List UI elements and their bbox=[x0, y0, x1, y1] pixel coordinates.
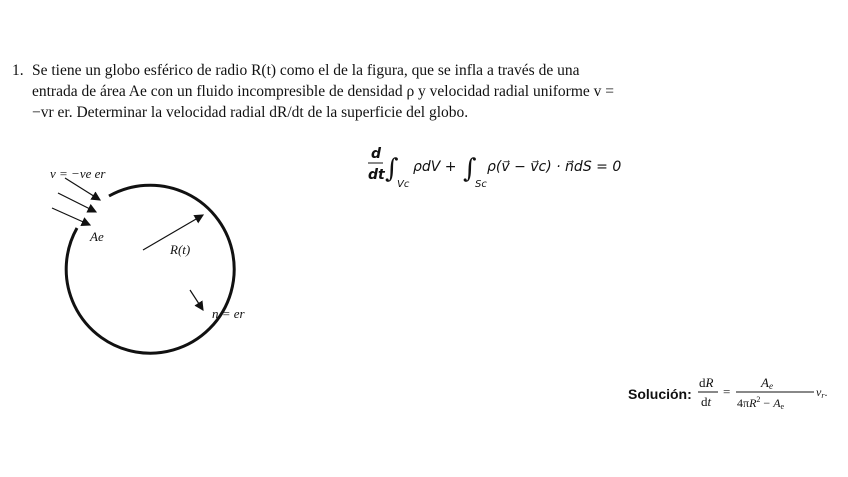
solution-formula-text bbox=[628, 374, 629, 375]
svg-text:Ae: Ae bbox=[761, 375, 773, 391]
problem-text: Se tiene un globo esférico de radio R(t) como el de la figura, que se infla a través de una entrada de área Ae con un fluido incompresible de densidad ρ y velocidad radial uniforme v = −vr er. Determinar la velocidad radial dR/dt de la superficie del globo. bbox=[32, 62, 615, 121]
area-label: Ae bbox=[90, 229, 104, 244]
problem-statement bbox=[12, 60, 622, 123]
normal-label: n = er bbox=[212, 306, 245, 321]
equation-graphic bbox=[365, 143, 665, 193]
svg-text:=: = bbox=[723, 384, 731, 399]
solution-formula bbox=[696, 374, 842, 414]
conservation-equation bbox=[365, 143, 665, 193]
svg-text:d: d bbox=[371, 146, 382, 162]
balloon-surface bbox=[66, 185, 234, 353]
svg-text:4πR2 − Ae: $4\pi R^2 - Ae$ bbox=[737, 395, 785, 411]
normal-arrow bbox=[190, 290, 203, 310]
svg-text:∫: ∫ bbox=[385, 154, 399, 184]
svg-text:Sc: Sc bbox=[475, 179, 487, 190]
svg-text:ρ(v⃗ − v⃗c) · n⃗dS = 0: ρ(v⃗ − v⃗c) · n⃗dS = 0 bbox=[487, 159, 622, 175]
svg-text:dt: dt bbox=[368, 167, 385, 183]
velocity-label: v = −ve er bbox=[50, 166, 106, 181]
inflow-arrow bbox=[52, 208, 90, 225]
svg-text:dR: dR bbox=[699, 375, 714, 390]
solution-label: Solución: bbox=[628, 386, 692, 402]
svg-text:vr.: vr. bbox=[816, 385, 828, 400]
svg-text:∫: ∫ bbox=[463, 154, 477, 184]
inflow-arrow bbox=[65, 178, 100, 200]
svg-text:Vc: Vc bbox=[397, 179, 410, 190]
radius-label: R(t) bbox=[170, 242, 191, 257]
balloon-diagram bbox=[40, 160, 290, 360]
solution bbox=[628, 374, 843, 414]
problem-number: 1. bbox=[12, 62, 24, 79]
svg-text:dt: dt bbox=[701, 394, 712, 409]
svg-text:ρdV +: ρdV + bbox=[413, 159, 457, 175]
inflow-arrow bbox=[58, 193, 96, 212]
